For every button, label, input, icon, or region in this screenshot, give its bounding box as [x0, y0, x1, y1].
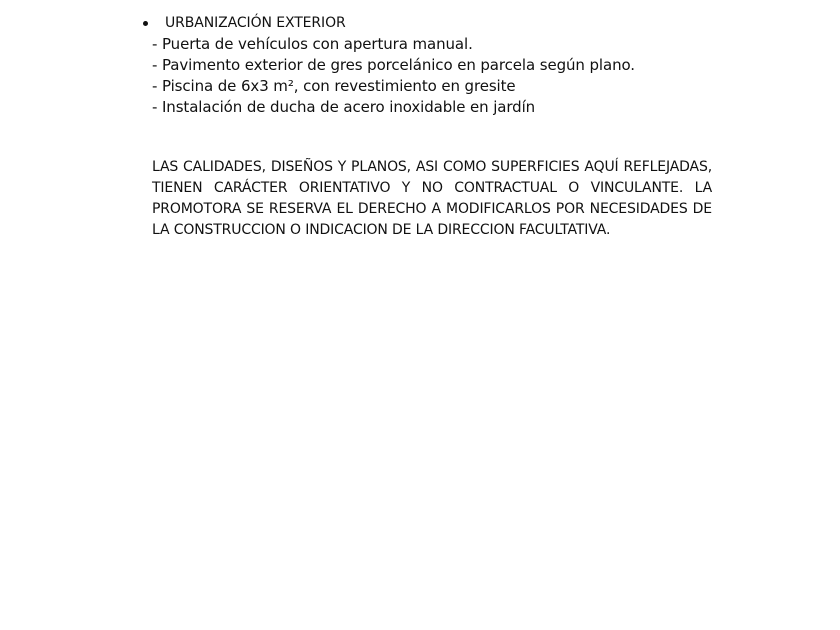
list-item: - Puerta de vehículos con apertura manual.: [152, 35, 473, 53]
bullet-icon: [143, 21, 148, 26]
list-item: - Pavimento exterior de gres porcelánico en parcela según plano.: [152, 56, 635, 74]
list-item: - Piscina de 6x3 m², con revestimiento en gresite: [152, 77, 516, 95]
urbanizacion-exterior-section: [138, 12, 738, 118]
feature-list: [152, 34, 738, 118]
list-item: - Instalación de ducha de acero inoxidable en jardín: [152, 98, 536, 116]
section-heading: URBANIZACIÓN EXTERIOR: [165, 15, 346, 31]
section-heading-row: [138, 12, 738, 34]
disclaimer-paragraph: LAS CALIDADES, DISEÑOS Y PLANOS, ASI COMO SUPERFICIES AQUÍ REFLEJADAS, TIENEN CARÁCTER ORIENTATIVO Y NO CONTRACTUAL O VINCULANTE. LA PROMOTORA SE RESERVA EL DERECHO A MODIFICARLOS POR NECESIDADES DE LA CONSTRUCCION O INDICACION DE LA DIRECCION FACULTATIVA.: [152, 159, 712, 238]
